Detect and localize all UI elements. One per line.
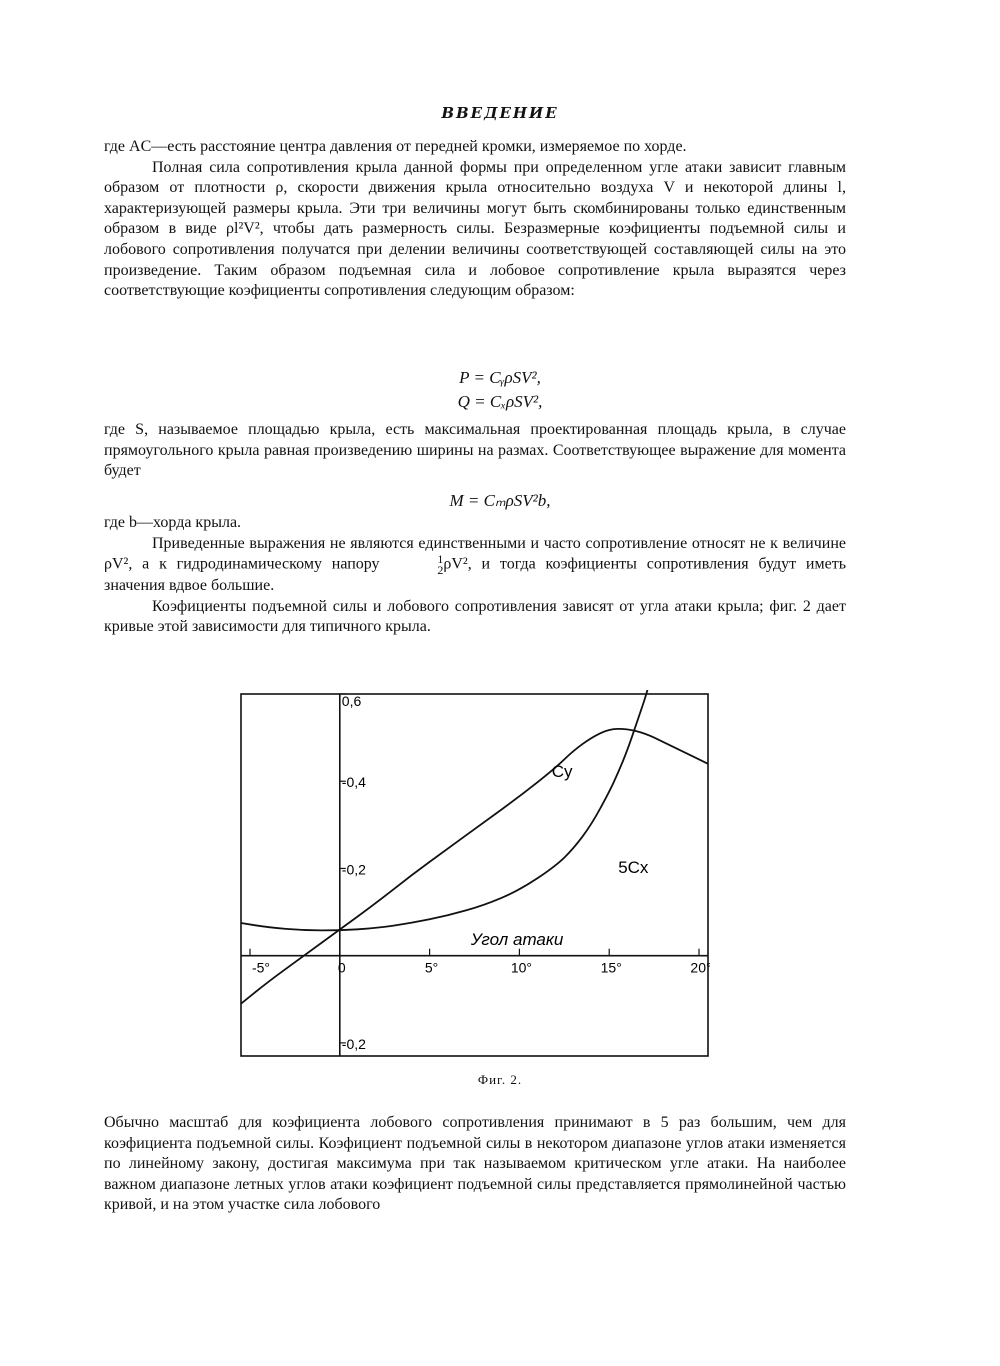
- x-tick-label: 5°: [424, 959, 439, 976]
- x-tick-label: -5°: [251, 959, 271, 976]
- paragraph-5-part-b: ρV², и тогда коэфициенты сопротивления будут иметь значения вдвое большие.: [104, 555, 847, 595]
- paragraph-6: Коэфициенты подъемной силы и лобового сопротивления зависят от угла атаки крыла; фиг. 2 дает кривые этой зависимости для типичного крыла.: [104, 597, 846, 636]
- y-tick-label: 0,6: [341, 693, 362, 709]
- formula-lift: P = CᵧρSV²,: [459, 368, 541, 387]
- series-5cx-curve: [241, 690, 649, 930]
- y-tick-label: -0,2: [341, 1035, 366, 1052]
- x-tick-label: 20°: [690, 959, 710, 976]
- paragraph-3: где S, называемое площадью крыла, есть максимальная проектированная площадь крыла, в случае прямоугольного крыла равная произведению ширины на размах. Соответствующее выражение для момента будет: [104, 421, 846, 480]
- y-tick-label: -0,2: [341, 861, 366, 878]
- paragraph-4: где b—хорда крыла.: [104, 514, 242, 531]
- paragraph-7: Обычно масштаб для коэфициента лобового сопротивления принимают в 5 раз большим, чем для коэфициента подъемной силы. Коэфициент подъемной силы в некотором диапазоне углов атаки изменяется по линейному закону, достигая максимума при так называемом критическом угле атаки. На наиболее важном диапазоне летных углов атаки коэфициент подъемной силы представляется прямолинейной частью кривой, и на этом участке сила лобового: [104, 1114, 846, 1214]
- fraction-numerator: 1: [437, 552, 444, 567]
- x-axis-label: Угол атаки: [470, 929, 564, 949]
- text-block-area: [104, 420, 846, 482]
- text-block-bottom: [104, 1113, 846, 1216]
- paragraph-1: где AC—есть расстояние центра давления от передней кромки, измеряемое по хорде.: [104, 138, 687, 155]
- formula-moment: M = CₘρSV²b,: [449, 491, 551, 510]
- x-tick-label: 15°: [600, 959, 622, 976]
- text-block-middle: [104, 513, 846, 638]
- x-tick-label: 0: [337, 959, 346, 976]
- formula-drag: Q = CₓρSV²,: [457, 392, 543, 411]
- fraction-denominator: 2: [437, 563, 444, 578]
- y-tick-label: -0,4: [341, 774, 366, 791]
- paragraph-5: [104, 534, 846, 597]
- curve-label-cy: Cy: [551, 761, 573, 781]
- curve-label-5cx: 5Cx: [618, 857, 649, 877]
- figure-2: [240, 690, 710, 1058]
- paragraph-5-part-a: Приведенные выражения не являются единственными и часто сопротивление относят не к величине ρV², а к гидродинамическому напору: [104, 534, 846, 573]
- fraction-half: [389, 554, 443, 576]
- figure-caption: Фиг. 2.: [477, 1072, 523, 1087]
- text-block-top: [104, 137, 846, 302]
- running-header: ВВЕДЕНИЕ: [441, 104, 559, 122]
- lift-drag-chart: [240, 690, 710, 1058]
- paragraph-2: Полная сила сопротивления крыла данной формы при определенном угле атаки зависит главным образом от плотности ρ, скорости движения крыла относительно воздуха V и некоторой длины l, характеризующей размеры крыла. Эти три величины могут быть скомбинированы только единственным образом в виде ρl²V², чтобы дать размерность силы. Безразмерные коэфициенты подъемной силы и лобового сопротивления получатся при делении величины соответствующей составляющей силы на это произведение. Таким образом подъемная сила и лобовое сопротивление крыла выразятся через соответствующие коэфициенты сопротивления следующим образом:: [104, 158, 846, 300]
- x-tick-label: 10°: [510, 959, 532, 976]
